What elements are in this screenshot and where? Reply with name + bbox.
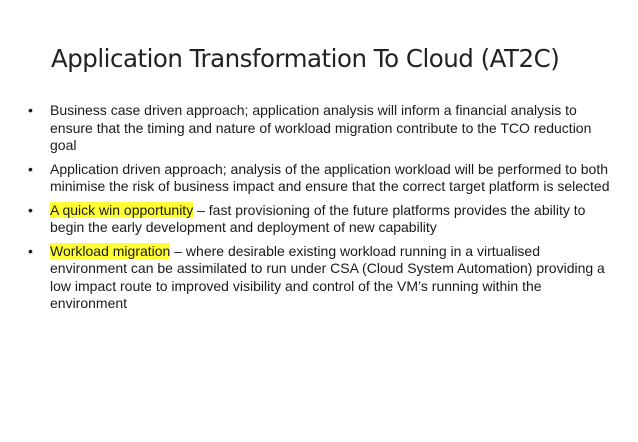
bullet-dot-icon: • [28, 201, 33, 218]
slide-title: Application Transformation To Cloud (AT2C) [51, 44, 560, 73]
bullet-list [24, 102, 618, 319]
bullet-dot-icon: • [28, 102, 33, 118]
bullet-dot-icon: • [28, 160, 33, 177]
highlighted-phrase: A quick win opportunity [50, 201, 194, 218]
bullet-dot-icon: • [28, 242, 33, 259]
highlighted-phrase: Workload migration [50, 242, 171, 259]
bullet-text: Business case driven approach; application analysis will inform a financial analysis to ensure that the timing and nature of workload migration contribute to the TCO reduction goal [50, 102, 592, 153]
bullet-text: – where desirable existing workload running in a virtualised environment can be assimilated to run under CSA (Cloud System Automation) providing a low impact route to improved visibility and control of the VM’s running within the environment [50, 242, 605, 311]
bullet-item-workload-migration [24, 243, 618, 313]
bullet-item-business-case [24, 102, 618, 155]
bullet-item-quick-win [24, 202, 618, 237]
bullet-text: Application driven approach; analysis of the application workload will be performed to both minimise the risk of business impact and ensure that the correct target platform is selected [50, 160, 610, 194]
bullet-item-application-driven [24, 161, 618, 196]
bullet-text: – fast provisioning of the future platforms provides the ability to begin the early development and deployment of new capability [50, 201, 586, 235]
